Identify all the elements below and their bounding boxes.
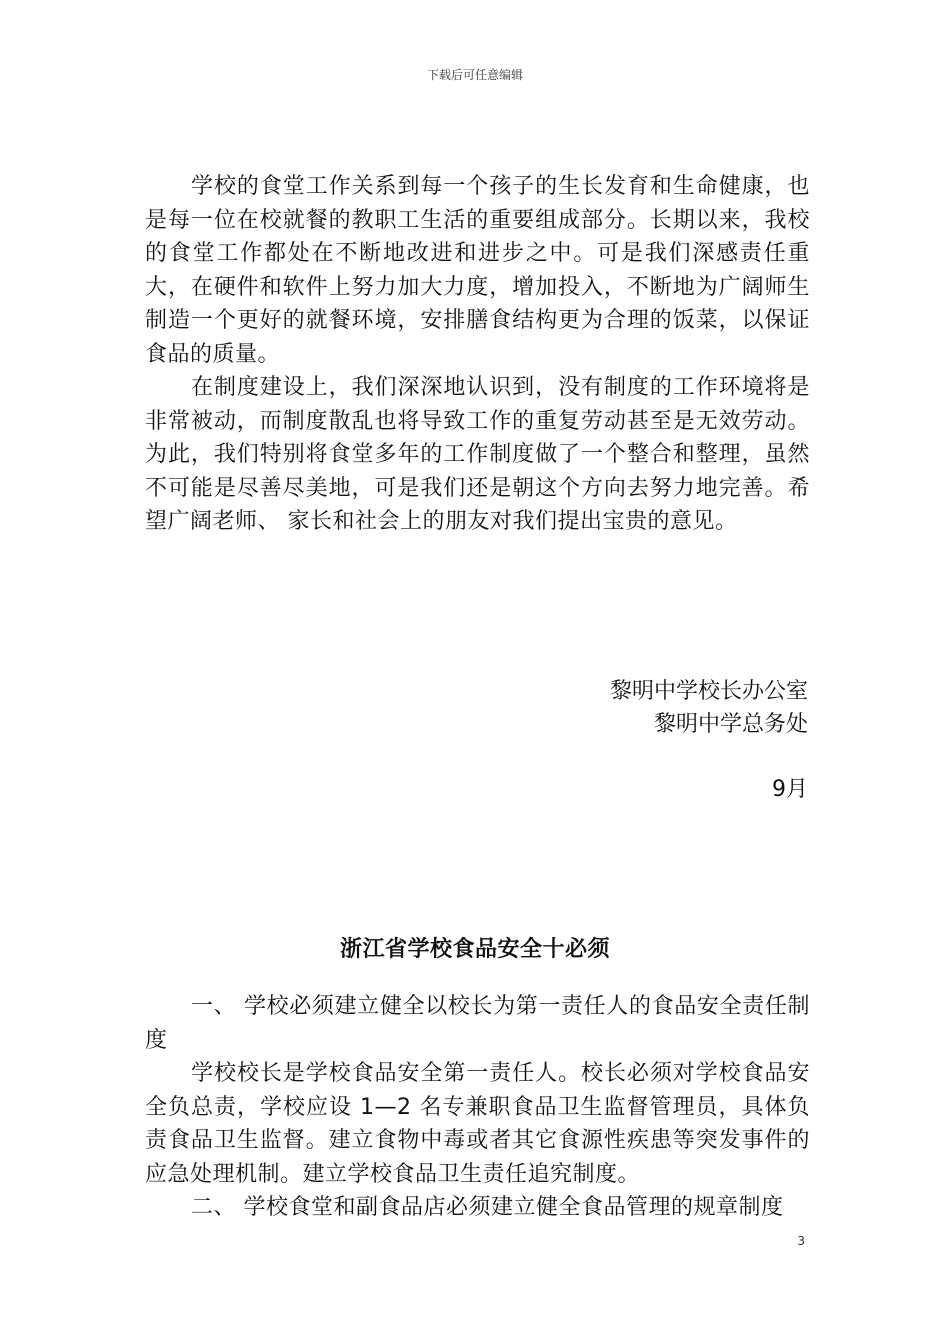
page-header: 下载后可任意编辑 xyxy=(426,68,523,82)
intro-paragraph-1: 学校的食堂工作关系到每一个孩子的生长发育和生命健康，也是每一位在校就餐的教职工生活的重要组成部分。长期以来，我校的食堂工作都处在不断地改进和进步之中。可是我们深感责任重大，在硬件和软件上努力加大力度，增加投入，不断地为广阔师生制造一个更好的就餐环境，安排膳食结构更为合理的饭菜，以保证食品的质量。 xyxy=(145,174,810,367)
regulation-item-1-body: 学校校长是学校食品安全第一责任人。校长必须对学校食品安全负总责，学校应设 1—2 名专兼职食品卫生监督管理员，具体负责食品卫生监督。建立食物中毒或者其它食源性疾患等突发事件的应急处理机制。建立学校食品卫生责任追究制度。 xyxy=(145,1061,810,1187)
intro-section xyxy=(145,170,810,539)
regulation-item-2-heading: 二、 学校食堂和副食品店必须建立健全食品管理的规章制度 xyxy=(191,1195,784,1220)
page-number: 3 xyxy=(797,1234,805,1248)
intro-paragraph-2: 在制度建设上，我们深深地认识到，没有制度的工作环境将是非常被动，而制度散乱也将导致工作的重复劳动甚至是无效劳动。为此，我们特别将食堂多年的工作制度做了一个整合和整理，虽然不可能是尽善尽美地，可是我们还是朝这个方向去努力地完善。希望广阔老师、 家长和社会上的朋友对我们提出宝贵的意见。 xyxy=(145,375,810,534)
regulation-section xyxy=(145,990,810,1225)
signature-office: 黎明中学校长办公室 xyxy=(609,679,808,704)
section-title: 浙江省学校食品安全十必须 xyxy=(339,937,610,962)
signature-department: 黎明中学总务处 xyxy=(653,712,808,737)
regulation-item-1-heading: 一、 学校必须建立健全以校长为第一责任人的食品安全责任制度 xyxy=(145,994,810,1053)
signature-date: 9月 xyxy=(772,777,808,802)
